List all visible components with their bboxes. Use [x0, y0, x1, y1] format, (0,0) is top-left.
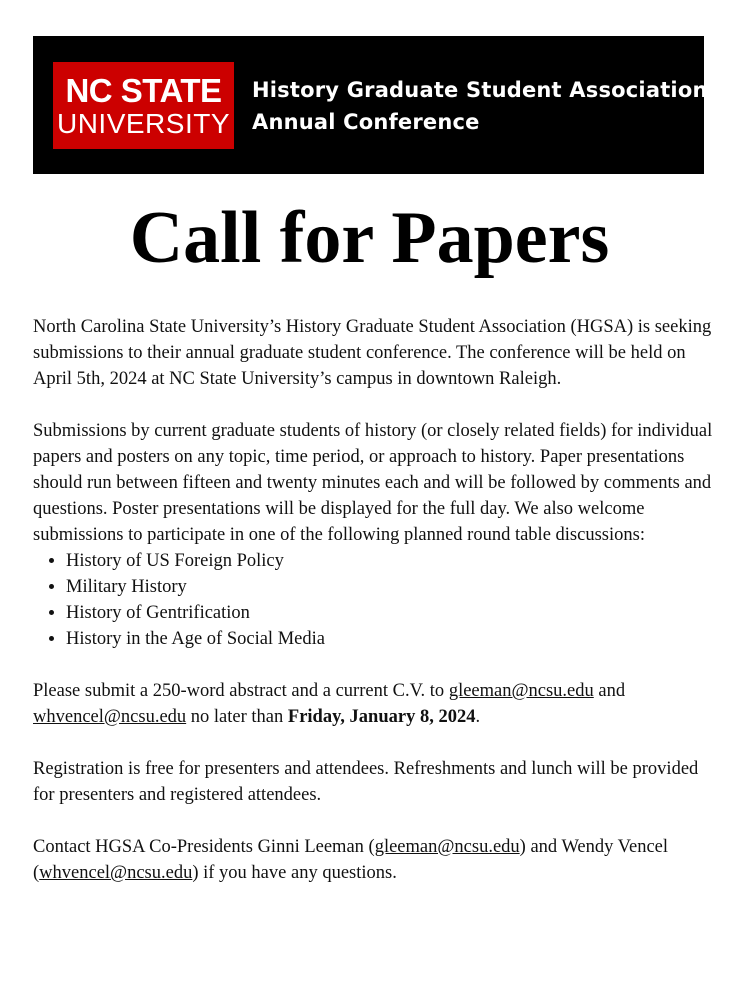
submissions-paragraph: Submissions by current graduate students of history (or closely related fields) for individual papers and posters on any topic, time period, or approach to history. Paper presentations should run between fifteen and twenty minutes each and will be followed by comments and questions. Poster presentations will be displayed for the full day. We also welcome submissions to participate in one of the following planned round table discussions: — [33, 421, 713, 545]
contact-middle: ) and Wendy Vencel ( — [33, 837, 669, 883]
email-link-whvencel[interactable]: whvencel@ncsu.edu — [33, 707, 187, 727]
submit-text: Please submit a 250-word abstract and a current C.V. to — [33, 681, 449, 701]
email-link-gleeman[interactable]: gleeman@ncsu.edu — [448, 681, 594, 701]
document-body — [33, 314, 713, 912]
submit-paragraph — [33, 678, 713, 730]
page-title: Call for Papers — [129, 197, 610, 279]
submit-suffix: . — [475, 707, 481, 727]
submit-and: and — [593, 681, 626, 701]
round-table-list — [33, 548, 713, 652]
contact-text: Contact HGSA Co-Presidents Ginni Leeman ( — [33, 837, 375, 857]
conference-title-line-2: Annual Conference — [252, 110, 480, 134]
submit-middle: no later than — [186, 707, 288, 727]
list-item: • Military History — [66, 574, 713, 600]
conference-title-line-1: History Graduate Student Association — [252, 78, 708, 102]
nc-state-logo — [53, 62, 234, 149]
conference-title — [252, 74, 708, 138]
contact-suffix: ) if you have any questions. — [192, 863, 397, 883]
header-banner — [33, 36, 708, 174]
contact-paragraph — [33, 834, 713, 886]
list-item: • History in the Age of Social Media — [66, 626, 713, 652]
registration-paragraph: Registration is free for presenters and attendees. Refreshments and lunch will be provided for presenters and registered attendees. — [33, 759, 699, 805]
logo-line-1: NC STATE — [65, 72, 222, 109]
contact-email-gleeman[interactable]: gleeman@ncsu.edu — [374, 837, 520, 857]
contact-email-whvencel[interactable]: whvencel@ncsu.edu — [39, 863, 193, 883]
logo-line-2: UNIVERSITY — [56, 108, 231, 139]
intro-paragraph: North Carolina State University’s History Graduate Student Association (HGSA) is seeking submissions to their annual graduate student conference. The conference will be held on April 5th, 2024 at NC State University’s campus in downtown Raleigh. — [33, 317, 712, 389]
list-item: • History of US Foreign Policy — [66, 548, 713, 574]
list-item: • History of Gentrification — [66, 600, 713, 626]
deadline: Friday, January 8, 2024 — [287, 707, 476, 727]
